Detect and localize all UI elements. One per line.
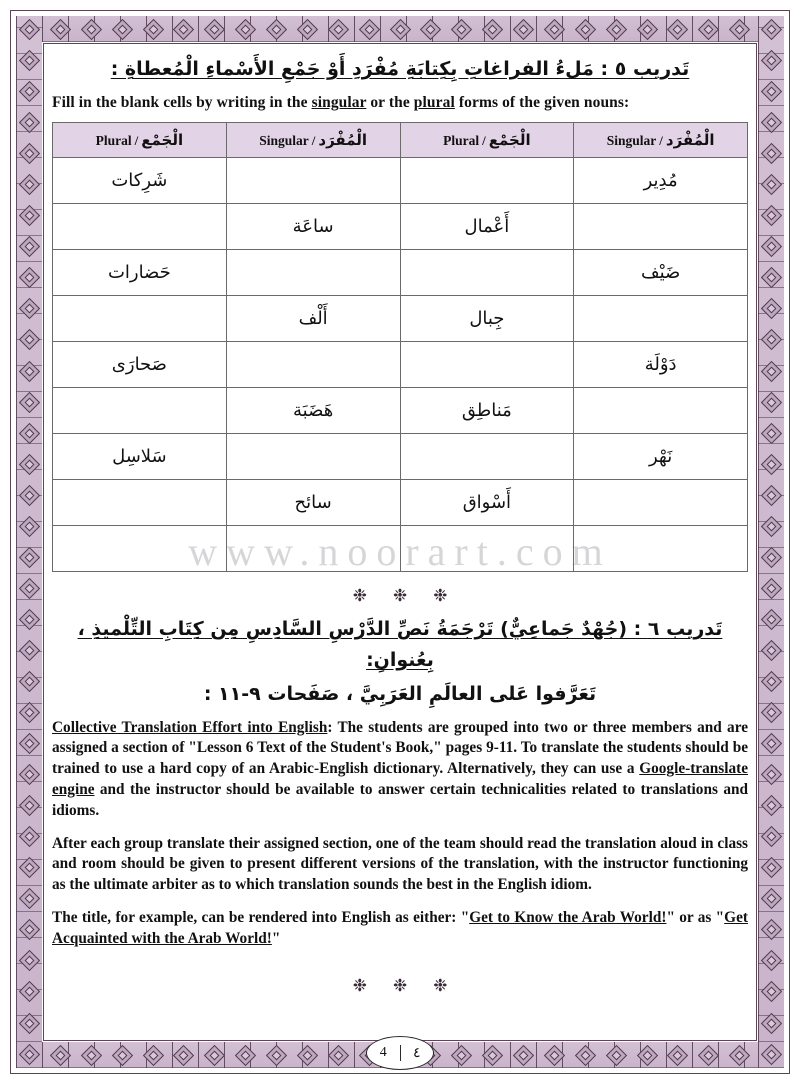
exercise-6-heading-line-2 [52,679,748,709]
table-cell[interactable]: سائح [226,480,400,526]
table-cell[interactable]: شَرِكات [53,158,227,204]
rosette-strip-left [22,22,36,1062]
singular-plural-table [52,122,748,572]
table-cell[interactable]: ضَيْف [574,250,748,296]
exercise-6-heading-text-1: تَدريب ٦ : (جُهْدٌ جَماعِيٌّ) تَرْجَمَةُ نَصِّ الدَّرْسِ السَّادِسِ مِن كِتَابِ التِّلْميذِ ، بِعُنوانِ: [77,618,723,671]
column-header-english: Singular [606,133,657,149]
column-header-arabic: الْمُفْرَد [318,131,368,150]
instruction-part-1: Fill in the blank cells by writing in the [52,94,312,112]
watermark: www.noorart.com [188,529,612,574]
table-cell[interactable]: صَحارَى [53,342,227,388]
table-cell[interactable] [400,434,574,480]
table-cell[interactable]: أَلْف [226,296,400,342]
page-number-latin: 4 [367,1045,401,1061]
table-cell[interactable]: حَضارات [53,250,227,296]
column-header-singular-right: الْمُفْرَد/Singular [574,123,748,158]
table-cell[interactable]: أَعْمال [400,204,574,250]
ornament-divider-top [52,586,748,606]
paragraph-3-mid: " or as " [666,908,725,926]
ornamental-band-left [16,16,42,1068]
table-cell[interactable] [400,158,574,204]
column-header-arabic: الْمُفْرَد [665,131,715,150]
table-row [53,526,748,572]
table-header-row [53,123,748,158]
table-cell[interactable] [400,526,574,572]
table-row [53,434,748,480]
ornament-divider-bottom [52,976,748,996]
table-cell[interactable] [226,250,400,296]
table-cell[interactable]: جِبال [400,296,574,342]
exercise-6-heading-text-2: تَعَرَّفوا عَلى العالَمِ العَرَبِيَّ ، صَفَحات ٩-١١ : [203,683,597,706]
table-cell[interactable]: ساعَة [226,204,400,250]
exercise-5-heading-text: تَدريب ٥ : مَلءُ الفراغاتِ بِكِتابَةِ مُفْرَدِ أَوْ جَمْعِ الأَسْماءِ الْمُعطاةِ : [110,58,690,80]
instruction-word-plural: plural [413,94,455,112]
table-row [53,296,748,342]
table-cell[interactable] [226,342,400,388]
page-number-badge [366,1036,434,1070]
table-cell[interactable] [574,204,748,250]
paragraph-1-lead: Collective Translation Effort into English [52,718,328,736]
page-content [52,50,748,1032]
paragraph-3-tail: " [271,929,281,947]
paragraph-1-rest: : The students are grouped into two or three members and are assigned a section of "Lesson 6 Text of the Student's Book," pages 9-11. To translate the students should be trained to use a hard copy of an Arabic-English dictionary. Alternatively, they can use a [52,718,748,778]
table-cell[interactable] [226,526,400,572]
table-row [53,388,748,434]
table-row [53,158,748,204]
ornamental-band-right [758,16,784,1068]
table-cell[interactable] [53,480,227,526]
table-cell[interactable]: مَناطِق [400,388,574,434]
table-cell[interactable] [53,296,227,342]
table-cell[interactable] [400,342,574,388]
column-header-english: Plural [443,133,480,149]
paragraph-3-head: The title, for example, can be rendered into English as either: " [52,908,470,926]
column-header-singular-left: الْمُفْرَد/Singular [226,123,400,158]
flower-ornament-icon: ❉ [392,975,434,996]
exercise-5-instruction [52,94,748,112]
column-header-english: Singular [259,133,309,149]
table-cell[interactable] [574,526,748,572]
paragraph-1-tail: and the instructor should be available to answer certain technicalities related to translations and idioms. [52,780,748,819]
exercise-6-paragraph-3 [52,908,748,950]
table-row [53,342,748,388]
table-cell[interactable] [226,158,400,204]
table-cell[interactable] [53,526,227,572]
google-translate-link[interactable]: Google-translate engine [52,760,748,798]
table-cell[interactable] [574,388,748,434]
exercise-5-heading [52,54,748,84]
table-cell[interactable] [400,250,574,296]
table-cell[interactable] [53,388,227,434]
table-body [53,158,748,572]
flower-ornament-icon: ❉ [392,586,434,607]
column-header-english: Plural [95,133,132,149]
rosette-strip-top [22,22,778,36]
table-cell[interactable]: أَسْواق [400,480,574,526]
instruction-word-singular: singular [311,94,367,112]
exercise-6-paragraph-2: After each group translate their assigned section, one of the team should read the translation aloud in class and room should be given to present different versions of the translation, with the instructor functioning as the ultimate arbiter as to which translation sounds the best in the English idiom. [52,834,748,894]
page-number-arabic: ٤ [412,1045,421,1061]
table-header [53,123,748,158]
flower-ornament-icon: ❉ [433,586,474,607]
table-cell[interactable]: دَوْلَة [574,342,748,388]
ornamental-band-top [16,16,784,42]
column-header-arabic: الْجَمْع [488,131,531,150]
table-cell[interactable] [574,480,748,526]
exercise-6-heading-line-1 [52,614,748,675]
title-option-1: Get to Know the Arab World! [469,908,667,926]
table-row [53,250,748,296]
exercise-6-paragraph-1 [52,718,748,822]
instruction-part-2: or the [366,94,414,112]
flower-ornament-icon: ❉ [433,975,474,996]
instruction-part-3: forms of the given nouns: [454,94,630,112]
table-cell[interactable]: نَهْر [574,434,748,480]
table-cell[interactable]: هَضَبَة [226,388,400,434]
table-row [53,480,748,526]
column-header-plural-left: الْجَمْع/Plural [53,123,227,158]
flower-ornament-icon: ❉ [352,586,393,607]
rosette-strip-right [764,22,778,1062]
table-row [53,204,748,250]
column-header-plural-right: الْجَمْع/Plural [400,123,574,158]
table-cell[interactable] [226,434,400,480]
title-option-2: Get Acquainted with the Arab World! [52,908,748,947]
table-cell[interactable] [574,296,748,342]
flower-ornament-icon: ❉ [352,975,393,996]
table-cell[interactable] [53,204,227,250]
table-cell[interactable]: سَلاسِل [53,434,227,480]
table-cell[interactable]: مُدِير [574,158,748,204]
column-header-arabic: الْجَمْع [141,131,184,150]
